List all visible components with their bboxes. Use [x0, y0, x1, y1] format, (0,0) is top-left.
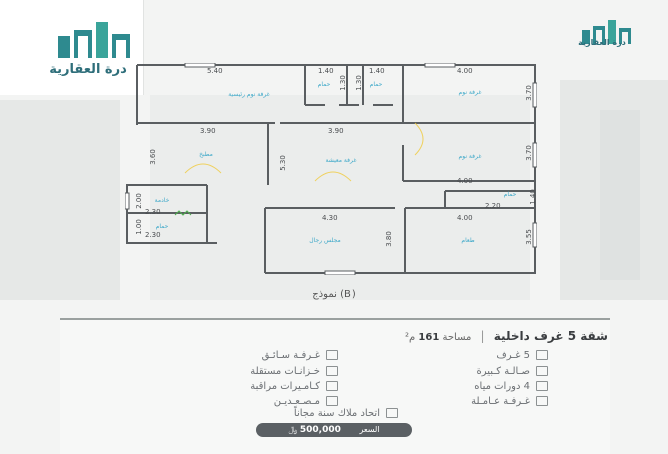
handshake-icon [386, 408, 398, 418]
room-label: طعام [461, 237, 475, 244]
room-label: خادمة [154, 197, 170, 204]
area-label: مساحة [442, 332, 472, 343]
dim-label: 1.30 [338, 75, 347, 91]
dim-label: 3.55 [524, 229, 533, 245]
brand-name: درة العقارية [49, 62, 127, 77]
dim-label: 1.40 [369, 67, 385, 75]
dim-label: 4.00 [457, 214, 473, 222]
dim-label: 1.00 [134, 219, 143, 235]
feature-item: كـامـيرات مراقبة [250, 381, 338, 392]
feature-item: مـصـعـديـن [274, 396, 338, 407]
area-value: 161 [418, 332, 440, 343]
elevator-icon [326, 396, 338, 406]
union-note: اتحاد ملاك سنة مجاناً [294, 408, 398, 419]
dim-label: 3.70 [524, 145, 533, 161]
floor-plan [125, 63, 537, 275]
dim-label: 5.40 [207, 67, 223, 75]
dim-label: 2.30 [145, 208, 161, 216]
dim-label: 1.40 [528, 189, 537, 205]
room-label: حمام [369, 81, 383, 88]
dim-label: 2.00 [134, 193, 143, 209]
brand-name-small: درة العقارية [578, 38, 626, 47]
room-label: غرفة نوم [458, 89, 482, 96]
price-value: 500,000 [299, 425, 341, 435]
dim-label: 1.40 [318, 67, 334, 75]
room-label: حمام [155, 223, 169, 230]
dim-label: 3.70 [524, 85, 533, 101]
feature-item: غـرفـة سـائـق [262, 350, 338, 361]
rooms-icon [536, 350, 548, 360]
camera-icon [326, 381, 338, 391]
brand-logo-card [0, 0, 144, 95]
divider: | [480, 329, 485, 343]
feature-item: غـرفـة عـامـلة [471, 396, 548, 407]
dim-label: 4.00 [457, 67, 473, 75]
unit-headline [405, 329, 608, 343]
unit-area [405, 332, 471, 343]
room-label: غرفة نوم رئيسية [228, 91, 270, 98]
brand-logo-icon [58, 22, 130, 60]
price-label: السعر [359, 425, 380, 434]
price-badge [256, 423, 412, 437]
feature-item: 4 دورات مياه [474, 381, 548, 392]
tank-icon [326, 366, 338, 376]
feature-item: صـالـة كـبيرة [477, 366, 548, 377]
driver-room-icon [326, 350, 338, 360]
area-unit: م² [405, 332, 416, 343]
room-label: غرفة معيشة [325, 157, 357, 164]
hall-icon [536, 366, 548, 376]
dim-label: 3.90 [200, 127, 216, 135]
unit-title: شقة 5 غرف داخلية [493, 329, 608, 343]
bathroom-icon [536, 381, 548, 391]
dim-label: 1.30 [354, 75, 363, 91]
room-label: غرفة نوم [458, 153, 482, 160]
currency-icon: ﷼ [288, 425, 298, 434]
dim-label: 3.90 [328, 127, 344, 135]
maid-room-icon [536, 396, 548, 406]
feature-item: 5 غـرف [496, 350, 548, 361]
room-label: حمام [317, 81, 331, 88]
room-label: مجلس رجال [309, 237, 341, 244]
dim-label: 2.20 [485, 202, 501, 210]
dim-label: 2.30 [145, 231, 161, 239]
dim-label: 4.00 [457, 177, 473, 185]
model-label: نموذج (B) [312, 289, 356, 300]
dim-label: 3.80 [384, 231, 393, 247]
dim-label: 4.30 [322, 214, 338, 222]
room-label: حمام [503, 191, 517, 198]
feature-item: خـزانـات مستقلة [250, 366, 338, 377]
dim-label: 5.30 [278, 155, 287, 171]
dim-label: 3.60 [148, 149, 157, 165]
room-label: مطبخ [199, 151, 213, 158]
